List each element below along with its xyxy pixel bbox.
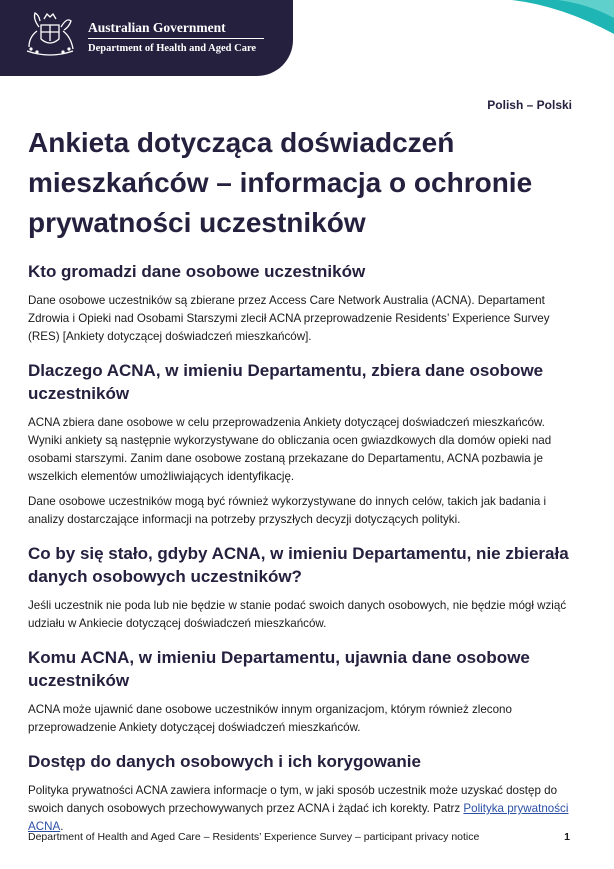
department-name: Department of Health and Aged Care [88,43,257,54]
section-paragraph: Jeśli uczestnik nie poda lub nie będzie w stanie podać swoich danych osobowych, nie będzie mógł wziąć udziału w Ankiecie dotyczącej doświadczeń mieszkańców. [28,599,567,630]
section-disclosure [28,646,573,737]
section-paragraph: ACNA zbiera dane osobowe w celu przeprowadzenia Ankiety dotyczącej doświadczeń mieszkańców. Wyniki ankiety są następnie wykorzystywane do obliczania ocen gwiazdkowych dla domów opieki nad osobami starszymi. Zanim dane osobowe zostaną przekazane do Departamentu, ACNA pozbawia je wszelkich elementów umożliwiających identyfikację. [28,416,552,483]
footer-text: Department of Health and Aged Care – Residents’ Experience Survey – participant privacy notice [28,831,480,843]
paragraph-text: Polityka prywatności ACNA zawiera informacje o tym, w jaki sposób uczestnik może uzyskać dostęp do swoich danych osobowych przechowywanych przez ACNA i żądać ich korekty. Patrz [28,784,558,815]
section-access-correction [28,750,573,836]
privacy-policy-link[interactable]: Polityka prywatności ACNA [28,802,569,833]
government-banner [0,0,293,76]
government-name: Australian Government [88,20,226,35]
section-paragraph: Dane osobowe uczestników mogą być również wykorzystywane do innych celów, takich jak badania i analizy dostarczające informacji na potrzeby przyszłych decyzji dotyczących polityki. [28,495,547,526]
section-heading: Komu ACNA, w imieniu Departamentu, ujawnia dane osobowe uczestników [28,648,530,690]
section-heading: Kto gromadzi dane osobowe uczestników [28,262,366,281]
page-number: 1 [564,831,570,843]
section-why-collects [28,359,573,529]
section-paragraph [28,782,573,836]
section-if-not-collected [28,542,573,633]
section-paragraph: Dane osobowe uczestników są zbierane przez Access Care Network Australia (ACNA). Departament Zdrowia i Opieki nad Osobami Starszymi zlecił ACNA przeprowadzenie Residents’ Experience Survey (RES) [Ankiety dotyczącej doświadczeń mieszkańców]. [28,294,550,343]
paragraph-suffix: . [60,820,64,833]
banner-divider [88,38,264,39]
section-heading: Dlaczego ACNA, w imieniu Departamentu, zbiera dane osobowe uczestników [28,361,544,403]
section-who-collects [28,260,573,346]
section-heading: Co by się stało, gdyby ACNA, w imieniu Departamentu, nie zbierała danych osobowych uczestników? [28,544,569,586]
section-heading: Dostęp do danych osobowych i ich korygowanie [28,752,421,771]
language-label: Polish – Polski [487,98,572,112]
section-paragraph: ACNA może ujawnić dane osobowe uczestników innym organizacjom, którym również zlecono przeprowadzenie Ankiety dotyczącej doświadczeń mieszkańców. [28,703,512,734]
teal-corner-decoration [484,0,614,70]
document-body [28,260,573,843]
coat-of-arms-icon [21,11,79,57]
page-title: Ankieta dotycząca doświadczeń mieszkańców – informacja o ochronie prywatności uczestników [28,127,533,238]
